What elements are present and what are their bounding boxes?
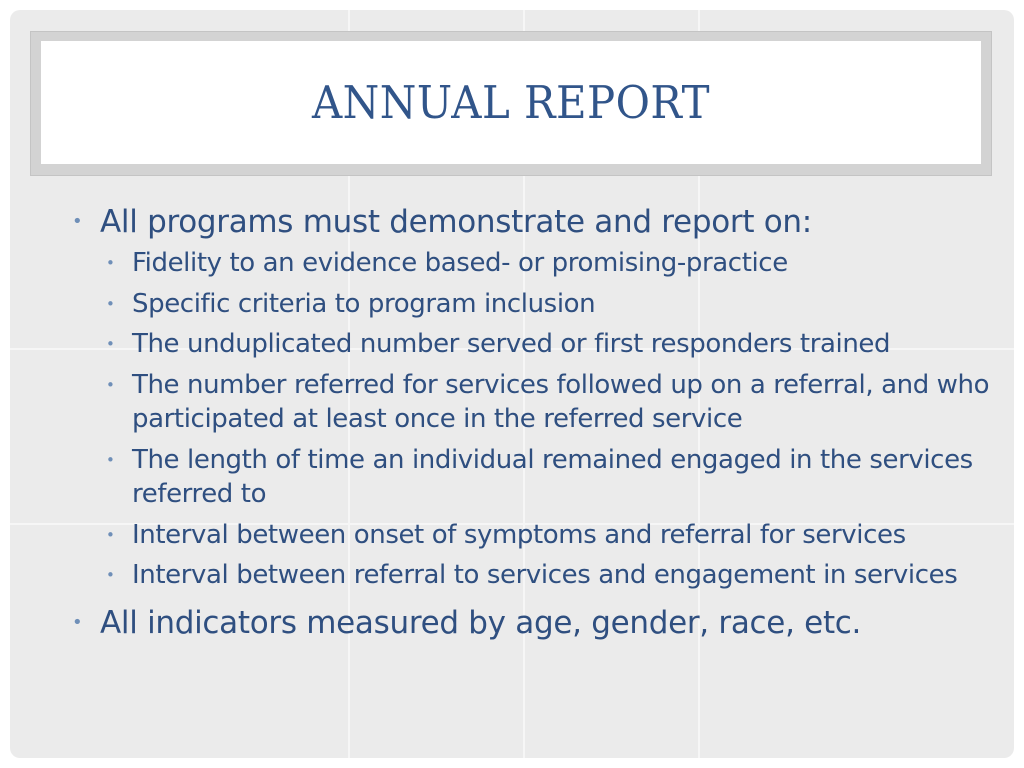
bullet-icon: • [106, 335, 115, 353]
bullet-icon: • [106, 566, 115, 584]
bullet-icon: • [106, 294, 115, 313]
sub-bullet-text: The length of time an individual remained engaged in the services referred to [132, 444, 973, 509]
sub-bullet-list [72, 246, 1002, 593]
bullet-icon: • [106, 375, 115, 394]
slide-title: ANNUAL REPORT [311, 76, 711, 129]
sub-bullet-text: Interval between onset of symptoms and referral for services [132, 519, 906, 550]
bullet-list [72, 202, 1002, 643]
sub-bullet-item [72, 246, 1002, 281]
sub-bullet-text: Specific criteria to program inclusion [132, 288, 596, 319]
bullet-icon: • [72, 611, 83, 633]
sub-bullet-item [72, 287, 1002, 322]
title-frame [30, 31, 992, 176]
sub-bullet-item [72, 518, 1002, 553]
bullet-item [72, 603, 1002, 643]
bullet-icon: • [106, 254, 115, 272]
sub-bullet-item [72, 368, 1002, 437]
bullet-icon: • [106, 450, 115, 469]
sub-bullet-item [72, 443, 1002, 512]
sub-bullet-item [72, 558, 1002, 593]
sub-bullet-text: The number referred for services followed up on a referral, and who participated at least once in the referred service [132, 369, 990, 434]
sub-bullet-text: Interval between referral to services and engagement in services [132, 560, 958, 590]
bullet-text: All programs must demonstrate and report on: [100, 204, 812, 240]
slide [10, 10, 1014, 758]
sub-bullet-text: The unduplicated number served or first responders trained [132, 329, 891, 359]
sub-bullet-text: Fidelity to an evidence based- or promising-practice [132, 248, 788, 278]
bullet-icon: • [72, 211, 83, 232]
bullet-icon: • [106, 525, 115, 544]
bullet-item [72, 202, 1002, 242]
title-box [41, 41, 981, 164]
sub-bullet-item [72, 327, 1002, 362]
bullet-text: All indicators measured by age, gender, race, etc. [100, 604, 862, 641]
